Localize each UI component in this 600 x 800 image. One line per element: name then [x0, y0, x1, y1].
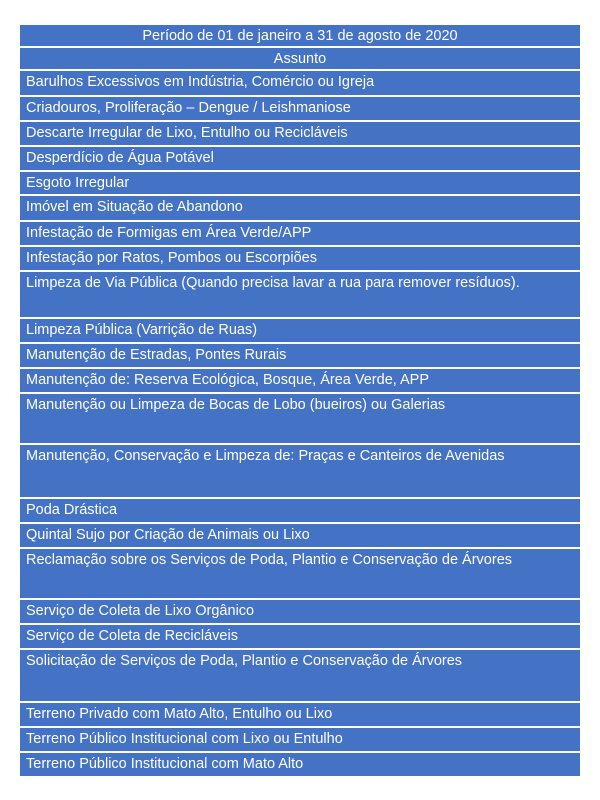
- table-row: Manutenção, Conservação e Limpeza de: Praças e Canteiros de Avenidas: [20, 445, 580, 499]
- table-row: Manutenção ou Limpeza de Bocas de Lobo (bueiros) ou Galerias: [20, 394, 580, 445]
- column-header: Assunto: [20, 48, 580, 71]
- table-row: Serviço de Coleta de Recicláveis: [20, 625, 580, 650]
- table-row: Poda Drástica: [20, 499, 580, 524]
- table-row: Terreno Público Institucional com Lixo ou Entulho: [20, 728, 580, 753]
- table-row: Limpeza Pública (Varrição de Ruas): [20, 319, 580, 344]
- period-title: Período de 01 de janeiro a 31 de agosto de 2020: [20, 25, 580, 48]
- table-row: Imóvel em Situação de Abandono: [20, 196, 580, 222]
- table-row: Limpeza de Via Pública (Quando precisa lavar a rua para remover resíduos).: [20, 272, 580, 319]
- table-row: Manutenção de Estradas, Pontes Rurais: [20, 344, 580, 369]
- table-row: Solicitação de Serviços de Poda, Plantio e Conservação de Árvores: [20, 650, 580, 703]
- table-row: Criadouros, Proliferação – Dengue / Leishmaniose: [20, 97, 580, 122]
- table-row: Descarte Irregular de Lixo, Entulho ou Recicláveis: [20, 122, 580, 147]
- table-row: Infestação por Ratos, Pombos ou Escorpiões: [20, 247, 580, 272]
- table-row: Desperdício de Água Potável: [20, 147, 580, 172]
- table-row: Serviço de Coleta de Lixo Orgânico: [20, 600, 580, 625]
- table-row: Terreno Privado com Mato Alto, Entulho ou Lixo: [20, 703, 580, 728]
- table-row: Reclamação sobre os Serviços de Poda, Plantio e Conservação de Árvores: [20, 549, 580, 600]
- table-row: Manutenção de: Reserva Ecológica, Bosque, Área Verde, APP: [20, 369, 580, 394]
- table-row: Quintal Sujo por Criação de Animais ou Lixo: [20, 524, 580, 549]
- table-row: Infestação de Formigas em Área Verde/APP: [20, 222, 580, 247]
- subjects-table: [20, 24, 580, 778]
- table-row: Barulhos Excessivos em Indústria, Comércio ou Igreja: [20, 71, 580, 97]
- table-row: Terreno Público Institucional com Mato Alto: [20, 753, 580, 778]
- table-row: Esgoto Irregular: [20, 172, 580, 196]
